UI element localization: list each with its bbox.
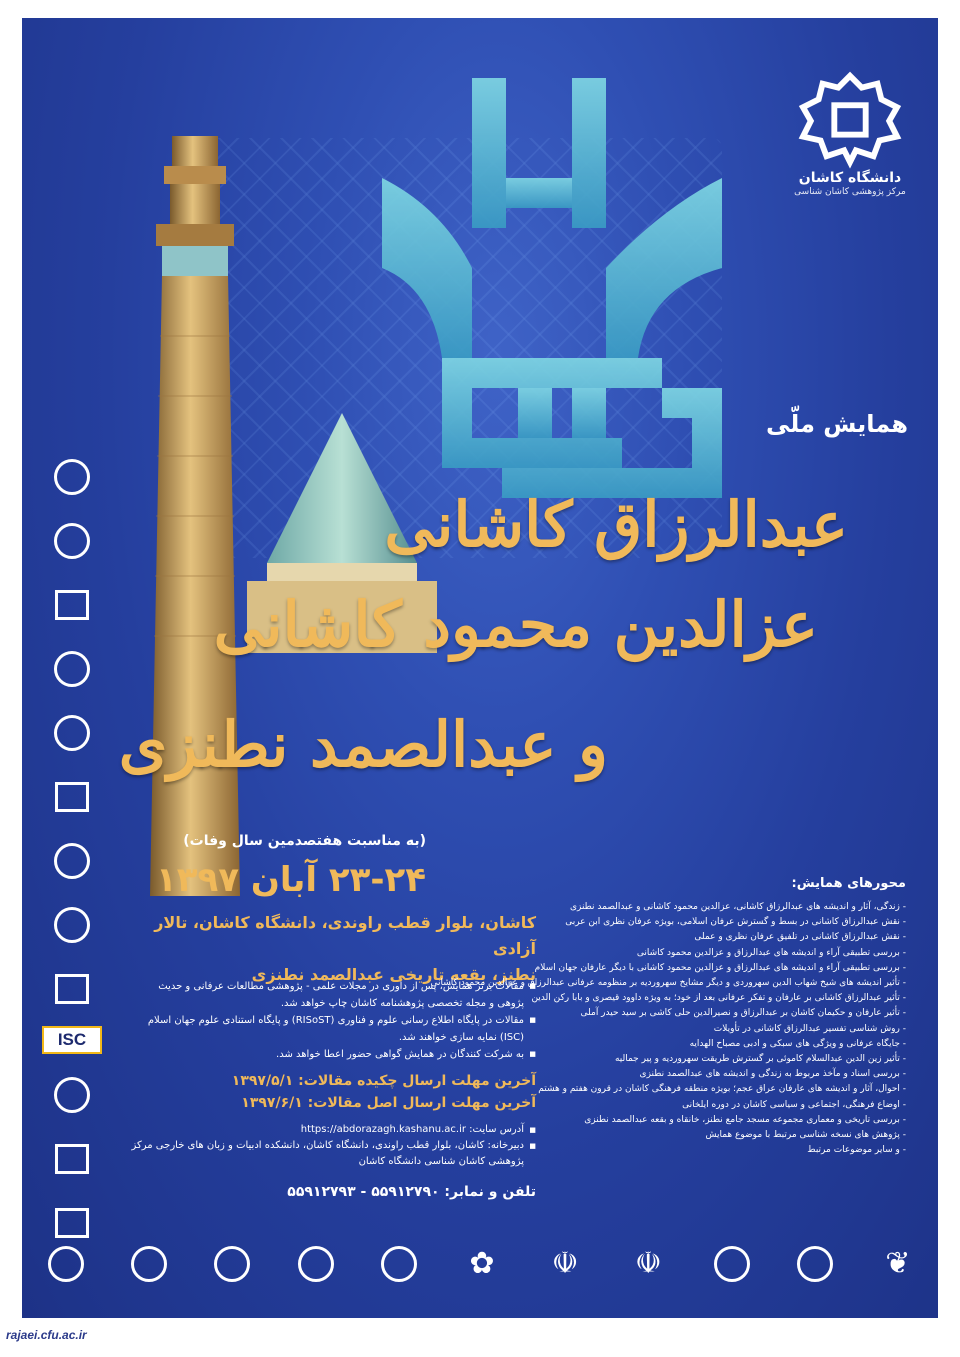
axis-item: - و سایر موضوعات مرتبط: [807, 1145, 906, 1156]
phone-number: تلفن و نمابر: ۵۵۹۱۲۷۹۰ - ۵۵۹۱۲۷۹۳: [287, 1184, 536, 1200]
sponsor-logo: [708, 1240, 756, 1288]
conference-type: همایش ملّی: [766, 410, 908, 438]
axis-item: - بررسی اسناد و مآخذ مربوط به زندگی و اندیشه های عبدالصمد نطنزی: [639, 1069, 906, 1080]
title-name-3: و عبدالصمد نطنزی: [118, 708, 608, 781]
sponsor-logo: [791, 1240, 839, 1288]
sponsor-logo: [30, 834, 114, 888]
sponsor-logo: [30, 1068, 114, 1122]
iran-emblem-icon: ☫: [634, 1246, 662, 1281]
sponsor-logo: [30, 962, 114, 1016]
axis-item: - اوضاع فرهنگی، اجتماعی و سیاسی کاشان در دوره ایلخانی: [682, 1099, 906, 1110]
note-item: ■ مقالات برتر همایش، پس از داوری در مجلات علمی - پژوهشی مطالعات عرفانی و حدیث پژوهی و مجله تخصصی پژوهشنامه کاشان چاپ خواهد شد.: [136, 978, 536, 1012]
venue-line-1: کاشان، بلوار قطب راوندی، دانشگاه کاشان، تالار آزادی: [154, 913, 536, 958]
isc-logo: ISC: [42, 1026, 102, 1054]
sponsor-logo: [30, 770, 114, 824]
venue-line-2: نطنز، بقعه تاریخی عبدالصمد نطنزی: [251, 965, 536, 984]
axis-item: - احوال، آثار و اندیشه های عارفان عراق عجم؛ بویژه منطقه فرهنگی کاشان در قرون هفتم و هشتم: [538, 1084, 906, 1095]
title-name-1: عبدالرزاق کاشانی: [384, 488, 848, 561]
sponsor-logo: ❦: [885, 1246, 911, 1281]
axes-list: [430, 900, 906, 1158]
note-item: ■ مقالات در پایگاه اطلاع رسانی علوم و فناوری (RISoST) و پایگاه استنادی علوم جهان اسلام (ISC) نمایه سازی خواهند شد.: [136, 1012, 536, 1046]
sponsor-logo: [30, 578, 114, 632]
iran-emblem-icon: ☫: [551, 1246, 579, 1281]
sponsor-logo: [30, 642, 114, 696]
sponsor-logo: [125, 1240, 173, 1288]
sponsor-logos-bottom: [42, 1234, 922, 1294]
axis-item: - پژوهش های نسخه شناسی مرتبط با موضوع همایش: [705, 1130, 906, 1141]
sponsor-logo: [30, 450, 114, 504]
poster: [22, 18, 938, 1318]
axis-item: - جایگاه عرفانی و ویژگی های سبکی و ادبی مصباح الهدایه: [689, 1038, 906, 1049]
sponsor-logo: [208, 1240, 256, 1288]
axes-title: محورهای همایش:: [791, 876, 906, 891]
axis-item: - تأثیر عبدالرزاق کاشانی بر عارفان و تفکر عرفانی بعد از خود؛ به ویژه داوود قیصری و بابا رکن الدین: [531, 993, 906, 1004]
axis-item: - تأثیر اندیشه های شیخ شهاب الدین سهروردی و دیگر مشایخ سهروردیه بر منظومه عرفانی عبدالرزاق و عزالدین محمود کاشانی: [430, 978, 906, 989]
axis-item: - نقش عبدالرزاق کاشانی در تلفیق عرفان نظری و عملی: [694, 932, 906, 943]
university-subtitle: مرکز پژوهشی کاشان شناسی: [794, 187, 906, 197]
axis-item: - زندگی، آثار و اندیشه های عبدالرزاق کاشانی، عزالدین محمود کاشانی و عبدالصمد نطنزی: [569, 902, 906, 912]
university-name: دانشگاه کاشان: [798, 170, 902, 186]
axis-item: - تأثیر زین الدین عبدالسلام کاموئی بر گسترش طریقت سهروردیه و پیر جمالیه: [614, 1054, 906, 1065]
sponsor-logo: [30, 514, 114, 568]
sponsor-logo: [42, 1240, 90, 1288]
abstract-deadline: آخرین مهلت ارسال چکیده مقالات: ۱۳۹۷/۵/۱: [231, 1073, 536, 1089]
university-emblem-icon: [791, 68, 909, 166]
minaret-image: [140, 136, 250, 896]
sponsor-logo: [30, 706, 114, 760]
full-paper-deadline: آخرین مهلت ارسال اصل مقالات: ۱۳۹۷/۶/۱: [241, 1095, 536, 1111]
secretariat-address: ■ دبیرخانه: کاشان، بلوار قطب راوندی، دانشگاه کاشان، دانشکده ادبیات و زبان های خارجی مرکز پژوهشی کاشان شناسی دانشگاه کاشان: [96, 1138, 536, 1170]
deadlines: [232, 1070, 536, 1114]
contact-info: [96, 1122, 536, 1170]
sponsor-logo: [30, 898, 114, 952]
note-item: ■ به شرکت کنندگان در همایش گواهی حضور اعطا خواهد شد.: [136, 1046, 536, 1063]
axis-item: - روش شناسی تفسیر عبدالرزاق کاشانی در تأویلات: [713, 1023, 906, 1034]
footer-url[interactable]: rajaei.cfu.ac.ir: [6, 1328, 87, 1342]
occasion-text: (به مناسبت هفتصدمین سال وفات): [183, 833, 426, 849]
axis-item: - بررسی تطبیقی آراء و اندیشه های عبدالرزاق و عزالدین محمود کاشانی: [636, 947, 906, 958]
conference-date: ۲۳-۲۴ آبان ۱۳۹۷: [155, 860, 426, 900]
title-name-2: عزالدین محمود کاشانی: [213, 588, 818, 661]
axis-item: - تأثیر عارفان و حکیمان کاشان بر عبدالرزاق و نصیرالدین حلی کاشی بر سید حیدر آملی: [580, 1008, 906, 1019]
website-address[interactable]: ■ آدرس سایت: https://abdorazagh.kashanu.ac.ir: [96, 1122, 536, 1138]
axis-item: - بررسی تاریخی و معماری مجموعه مسجد جامع نطنز، خانقاه و بقعه عبدالصمد نطنزی: [584, 1114, 906, 1125]
sponsor-logo: [375, 1240, 423, 1288]
university-logo: [790, 68, 910, 198]
axis-item: - نقش عبدالرزاق کاشانی در بسط و گسترش عرفان اسلامی، بویژه عرفان نظری ابن عربی: [565, 917, 906, 928]
axis-item: - بررسی تطبیقی آراء و اندیشه های عبدالرزاق و عزالدین محمود کاشانی با دیگر عارفان جهان اسلام: [534, 962, 906, 973]
sponsor-logo: ✿: [469, 1246, 495, 1281]
sponsor-logo: [292, 1240, 340, 1288]
